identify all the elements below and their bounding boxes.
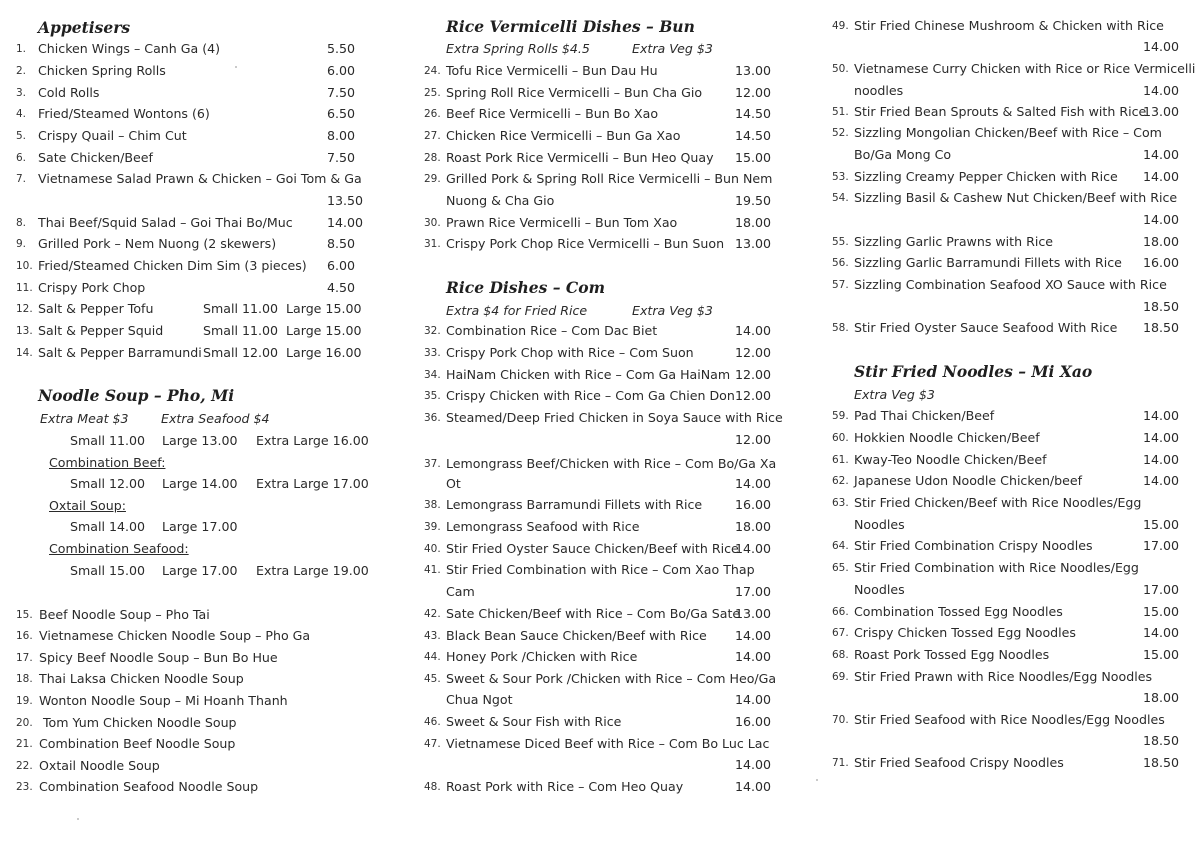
menu-item-price: 15.00 — [1143, 604, 1180, 619]
item-number: 5. — [16, 130, 27, 142]
extra-veg-note: Extra Veg $3 — [632, 303, 713, 318]
extra-veg-note: Extra Veg $3 — [854, 387, 935, 402]
menu-item-name: Sizzling Mongolian Chicken/Beef with Rice – Com — [854, 125, 1162, 140]
item-number: 69. — [832, 671, 849, 683]
item-number: 48. — [424, 781, 441, 793]
item-number: 2. — [16, 65, 27, 77]
oxtail-soup-label: Oxtail Soup: — [49, 498, 126, 513]
menu-item-price: 14.00 — [1143, 147, 1180, 162]
item-number: 27. — [424, 130, 441, 142]
item-number: 49. — [832, 20, 849, 32]
menu-item-name: Stir Fried Prawn with Rice Noodles/Egg Noodles — [854, 669, 1153, 684]
item-number: 57. — [832, 279, 849, 291]
oxtail-small: Small 14.00 — [70, 519, 146, 534]
item-number: 12. — [16, 303, 33, 315]
menu-item-name-cont: Nuong & Cha Gio — [446, 193, 555, 208]
menu-item-price: 14.00 — [1143, 473, 1180, 488]
menu-item-name: Roast Pork Tossed Egg Noodles — [854, 647, 1050, 662]
menu-item-price: 13.00 — [1143, 104, 1180, 119]
menu-item-price: 12.00 — [735, 367, 772, 382]
item-number: 18. — [16, 673, 33, 685]
combination-beef-label: Combination Beef: — [49, 455, 166, 470]
item-number: 3. — [16, 87, 27, 99]
menu-item-name: Chicken Rice Vermicelli – Bun Ga Xao — [446, 128, 681, 143]
menu-item-price: 7.50 — [327, 85, 356, 100]
item-number: 32. — [424, 325, 441, 337]
menu-item-price: 13.00 — [735, 236, 772, 251]
rice-vermicelli-heading: Rice Vermicelli Dishes – Bun — [446, 17, 695, 36]
item-number: 19. — [16, 695, 33, 707]
item-number: 6. — [16, 152, 27, 164]
paper-speck — [235, 66, 237, 68]
menu-item-name: Stir Fried Bean Sprouts & Salted Fish with Rice — [854, 104, 1147, 119]
soup-item-name: Spicy Beef Noodle Soup – Bun Bo Hue — [39, 650, 278, 665]
menu-item-name: Stir Fried Seafood Crispy Noodles — [854, 755, 1064, 770]
menu-item-name: Kway-Teo Noodle Chicken/Beef — [854, 452, 1047, 467]
combination-seafood-label: Combination Seafood: — [49, 541, 189, 556]
menu-item-name: Vietnamese Diced Beef with Rice – Com Bo Luc Lac — [446, 736, 770, 751]
soup-item-name: Beef Noodle Soup – Pho Tai — [39, 607, 210, 622]
item-number: 54. — [832, 192, 849, 204]
item-number: 16. — [16, 630, 33, 642]
item-number: 50. — [832, 63, 849, 75]
menu-item-name: Stir Fried Chinese Mushroom & Chicken with Rice — [854, 18, 1164, 33]
menu-item-name: Sweet & Sour Fish with Rice — [446, 714, 622, 729]
menu-item-price: 14.00 — [735, 757, 772, 772]
menu-item-price: 15.00 — [1143, 647, 1180, 662]
menu-item-price: 19.50 — [735, 193, 772, 208]
extra-meat-note: Extra Meat $3 — [40, 411, 129, 426]
menu-item-name: Stir Fried Combination with Rice – Com Xao Thap — [446, 562, 755, 577]
menu-item-price: 14.00 — [1143, 452, 1180, 467]
menu-item-name: Stir Fried Oyster Sauce Chicken/Beef with Rice — [446, 541, 739, 556]
menu-item-name: Lemongrass Beef/Chicken with Rice – Com Bo/Ga Xa — [446, 456, 777, 471]
menu-item-price: 14.00 — [1143, 169, 1180, 184]
rice-dishes-heading: Rice Dishes – Com — [446, 278, 605, 297]
menu-item-price: 13.50 — [327, 193, 364, 208]
menu-item-name: Vietnamese Salad Prawn & Chicken – Goi Tom & Ga — [38, 171, 362, 186]
item-number: 68. — [832, 649, 849, 661]
menu-item-small-price: Small 12.00 — [203, 345, 279, 360]
menu-item-price: 16.00 — [735, 497, 772, 512]
menu-item-price: 4.50 — [327, 280, 356, 295]
item-number: 55. — [832, 236, 849, 248]
item-number: 31. — [424, 238, 441, 250]
menu-item-price: 12.00 — [735, 432, 772, 447]
menu-item-price: 14.00 — [1143, 625, 1180, 640]
item-number: 63. — [832, 497, 849, 509]
item-number: 22. — [16, 760, 33, 772]
soup-extra-large-price: Extra Large 16.00 — [256, 433, 369, 448]
menu-item-price: 14.00 — [1143, 83, 1180, 98]
menu-item-price: 5.50 — [327, 41, 356, 56]
menu-item-name: Stir Fried Chicken/Beef with Rice Noodles/Egg — [854, 495, 1142, 510]
menu-item-price: 15.00 — [735, 150, 772, 165]
menu-item-name: Crispy Chicken with Rice – Com Ga Chien Don — [446, 388, 735, 403]
menu-item-small-price: Small 11.00 — [203, 323, 279, 338]
item-number: 67. — [832, 627, 849, 639]
menu-item-name: Steamed/Deep Fried Chicken in Soya Sauce with Rice — [446, 410, 783, 425]
combination-beef-extra-large: Extra Large 17.00 — [256, 476, 369, 491]
menu-item-name: Black Bean Sauce Chicken/Beef with Rice — [446, 628, 707, 643]
menu-item-price: 6.50 — [327, 106, 356, 121]
menu-item-name: Sizzling Basil & Cashew Nut Chicken/Beef with Rice — [854, 190, 1178, 205]
menu-item-price: 8.50 — [327, 236, 356, 251]
soup-item-name: Thai Laksa Chicken Noodle Soup — [39, 671, 244, 686]
menu-item-name: Pad Thai Chicken/Beef — [854, 408, 995, 423]
menu-item-name: Stir Fried Combination Crispy Noodles — [854, 538, 1093, 553]
menu-item-price: 18.00 — [735, 215, 772, 230]
menu-item-price: 14.00 — [735, 628, 772, 643]
item-number: 64. — [832, 540, 849, 552]
item-number: 29. — [424, 173, 441, 185]
soup-item-name: Vietnamese Chicken Noodle Soup – Pho Ga — [39, 628, 311, 643]
extra-fried-rice-note: Extra $4 for Fried Rice — [446, 303, 588, 318]
item-number: 60. — [832, 432, 849, 444]
menu-item-price: 14.00 — [735, 323, 772, 338]
menu-item-price: 14.00 — [1143, 212, 1180, 227]
menu-item-name: Chicken Spring Rolls — [38, 63, 166, 78]
menu-item-name: Stir Fried Combination with Rice Noodles/Egg — [854, 560, 1139, 575]
menu-item-name: Salt & Pepper Barramundi — [38, 345, 202, 360]
appetisers-heading: Appetisers — [38, 18, 131, 37]
menu-item-price: 15.00 — [1143, 517, 1180, 532]
menu-item-name: Stir Fried Seafood with Rice Noodles/Egg Noodles — [854, 712, 1165, 727]
item-number: 9. — [16, 238, 27, 250]
menu-item-name: Combination Tossed Egg Noodles — [854, 604, 1063, 619]
item-number: 1. — [16, 43, 27, 55]
menu-item-name: Vietnamese Curry Chicken with Rice or Rice Vermicelli — [854, 61, 1196, 76]
menu-item-price: 8.00 — [327, 128, 356, 143]
menu-item-name: Grilled Pork & Spring Roll Rice Vermicelli – Bun Nem — [446, 171, 773, 186]
item-number: 43. — [424, 630, 441, 642]
menu-item-price: 6.00 — [327, 63, 356, 78]
menu-item-name-cont: Noodles — [854, 582, 905, 597]
menu-item-name: Crispy Pork Chop with Rice – Com Suon — [446, 345, 694, 360]
item-number: 20. — [16, 717, 33, 729]
menu-item-price: 14.00 — [327, 215, 364, 230]
menu-item-name: Grilled Pork – Nem Nuong (2 skewers) — [38, 236, 277, 251]
menu-item-name-cont: Noodles — [854, 517, 905, 532]
menu-item-price: 14.00 — [735, 649, 772, 664]
item-number: 4. — [16, 108, 27, 120]
menu-item-name: Sweet & Sour Pork /Chicken with Rice – Com Heo/Ga — [446, 671, 777, 686]
soup-item-name: Oxtail Noodle Soup — [39, 758, 160, 773]
menu-item-price: 18.00 — [1143, 690, 1180, 705]
soup-item-name: Combination Beef Noodle Soup — [39, 736, 236, 751]
combination-seafood-small: Small 15.00 — [70, 563, 146, 578]
item-number: 15. — [16, 609, 33, 621]
menu-item-name: Sate Chicken/Beef — [38, 150, 153, 165]
menu-item-price: 13.00 — [735, 63, 772, 78]
soup-item-name: Wonton Noodle Soup – Mi Hoanh Thanh — [39, 693, 288, 708]
menu-item-name-cont: noodles — [854, 83, 904, 98]
menu-item-name-cont: Ot — [446, 476, 461, 491]
menu-item-price: 16.00 — [735, 714, 772, 729]
item-number: 66. — [832, 606, 849, 618]
stir-fried-noodles-heading: Stir Fried Noodles – Mi Xao — [854, 362, 1093, 381]
item-number: 52. — [832, 127, 849, 139]
menu-item-small-price: Small 11.00 — [203, 301, 279, 316]
paper-speck — [816, 779, 818, 781]
menu-item-price: 14.00 — [735, 779, 772, 794]
item-number: 40. — [424, 543, 441, 555]
menu-item-price: 16.00 — [1143, 255, 1180, 270]
menu-item-price: 18.00 — [735, 519, 772, 534]
menu-item-price: 14.00 — [735, 476, 772, 491]
menu-item-price: 14.00 — [735, 541, 772, 556]
menu-item-name: Salt & Pepper Squid — [38, 323, 164, 338]
menu-item-name: Beef Rice Vermicelli – Bun Bo Xao — [446, 106, 659, 121]
combination-beef-large: Large 14.00 — [162, 476, 238, 491]
item-number: 59. — [832, 410, 849, 422]
menu-item-name: Crispy Pork Chop Rice Vermicelli – Bun Suon — [446, 236, 725, 251]
menu-item-name: Crispy Chicken Tossed Egg Noodles — [854, 625, 1076, 640]
paper-speck — [77, 818, 79, 820]
item-number: 37. — [424, 458, 441, 470]
menu-item-name: Sate Chicken/Beef with Rice – Com Bo/Ga Sate — [446, 606, 741, 621]
menu-item-name-cont: Chua Ngot — [446, 692, 513, 707]
menu-item-price: 17.00 — [735, 584, 772, 599]
menu-item-large-price: Large 16.00 — [286, 345, 362, 360]
menu-item-name: Lemongrass Barramundi Fillets with Rice — [446, 497, 703, 512]
menu-item-price: 14.50 — [735, 128, 772, 143]
menu-item-price: 14.00 — [1143, 430, 1180, 445]
menu-item-name: Stir Fried Oyster Sauce Seafood With Rice — [854, 320, 1118, 335]
item-number: 62. — [832, 475, 849, 487]
item-number: 56. — [832, 257, 849, 269]
item-number: 61. — [832, 454, 849, 466]
menu-item-name: Honey Pork /Chicken with Rice — [446, 649, 638, 664]
menu-item-price: 14.00 — [735, 692, 772, 707]
menu-item-price: 17.00 — [1143, 582, 1180, 597]
menu-item-name: Chicken Wings – Canh Ga (4) — [38, 41, 221, 56]
menu-item-name: Tofu Rice Vermicelli – Bun Dau Hu — [446, 63, 658, 78]
menu-item-large-price: Large 15.00 — [286, 301, 362, 316]
item-number: 10. — [16, 260, 33, 272]
menu-item-name: Japanese Udon Noodle Chicken/beef — [854, 473, 1083, 488]
menu-item-price: 18.00 — [1143, 234, 1180, 249]
menu-item-name: Roast Pork with Rice – Com Heo Quay — [446, 779, 684, 794]
item-number: 34. — [424, 369, 441, 381]
item-number: 44. — [424, 651, 441, 663]
menu-item-name: Sizzling Creamy Pepper Chicken with Rice — [854, 169, 1118, 184]
item-number: 26. — [424, 108, 441, 120]
menu-item-price: 14.50 — [735, 106, 772, 121]
combination-seafood-large: Large 17.00 — [162, 563, 238, 578]
item-number: 36. — [424, 412, 441, 424]
menu-item-name: Prawn Rice Vermicelli – Bun Tom Xao — [446, 215, 678, 230]
oxtail-large: Large 17.00 — [162, 519, 238, 534]
item-number: 38. — [424, 499, 441, 511]
noodle-soup-heading: Noodle Soup – Pho, Mi — [38, 386, 235, 405]
menu-item-name: Cold Rolls — [38, 85, 100, 100]
item-number: 65. — [832, 562, 849, 574]
menu-item-price: 13.00 — [735, 606, 772, 621]
menu-item-price: 17.00 — [1143, 538, 1180, 553]
item-number: 30. — [424, 217, 441, 229]
item-number: 41. — [424, 564, 441, 576]
combination-seafood-extra-large: Extra Large 19.00 — [256, 563, 369, 578]
item-number: 71. — [832, 757, 849, 769]
menu-item-price: 6.00 — [327, 258, 356, 273]
menu-item-name: Sizzling Garlic Prawns with Rice — [854, 234, 1054, 249]
menu-item-price: 18.50 — [1143, 320, 1180, 335]
item-number: 14. — [16, 347, 33, 359]
item-number: 24. — [424, 65, 441, 77]
menu-item-price: 14.00 — [1143, 39, 1180, 54]
item-number: 35. — [424, 390, 441, 402]
menu-item-name-cont: Cam — [446, 584, 475, 599]
menu-item-price: 18.50 — [1143, 733, 1180, 748]
menu-item-name: Crispy Pork Chop — [38, 280, 146, 295]
menu-item-name: Combination Rice – Com Dac Biet — [446, 323, 658, 338]
menu-item-price: 12.00 — [735, 85, 772, 100]
menu-item-name: Roast Pork Rice Vermicelli – Bun Heo Quay — [446, 150, 714, 165]
extra-spring-rolls-note: Extra Spring Rolls $4.5 — [446, 41, 590, 56]
soup-item-name: Tom Yum Chicken Noodle Soup — [43, 715, 237, 730]
item-number: 8. — [16, 217, 27, 229]
menu-item-name: Sizzling Garlic Barramundi Fillets with Rice — [854, 255, 1122, 270]
item-number: 39. — [424, 521, 441, 533]
menu-item-price: 12.00 — [735, 345, 772, 360]
menu-item-name: Sizzling Combination Seafood XO Sauce with Rice — [854, 277, 1167, 292]
menu-item-name: Crispy Quail – Chim Cut — [38, 128, 187, 143]
menu-item-name: Fried/Steamed Wontons (6) — [38, 106, 210, 121]
item-number: 17. — [16, 652, 33, 664]
item-number: 51. — [832, 106, 849, 118]
item-number: 70. — [832, 714, 849, 726]
item-number: 25. — [424, 87, 441, 99]
soup-item-name: Combination Seafood Noodle Soup — [39, 779, 259, 794]
item-number: 21. — [16, 738, 33, 750]
item-number: 23. — [16, 781, 33, 793]
menu-item-price: 14.00 — [1143, 408, 1180, 423]
menu-item-large-price: Large 15.00 — [286, 323, 362, 338]
menu-item-name: Fried/Steamed Chicken Dim Sim (3 pieces) — [38, 258, 307, 273]
menu-item-name: Thai Beef/Squid Salad – Goi Thai Bo/Muc — [38, 215, 293, 230]
menu-item-price: 18.50 — [1143, 755, 1180, 770]
item-number: 33. — [424, 347, 441, 359]
extra-veg-note: Extra Veg $3 — [632, 41, 713, 56]
item-number: 28. — [424, 152, 441, 164]
item-number: 42. — [424, 608, 441, 620]
item-number: 46. — [424, 716, 441, 728]
item-number: 58. — [832, 322, 849, 334]
soup-large-price: Large 13.00 — [162, 433, 238, 448]
menu-item-name: Hokkien Noodle Chicken/Beef — [854, 430, 1040, 445]
menu-item-name: Lemongrass Seafood with Rice — [446, 519, 640, 534]
soup-small-price: Small 11.00 — [70, 433, 146, 448]
menu-item-name: Spring Roll Rice Vermicelli – Bun Cha Gio — [446, 85, 703, 100]
combination-beef-small: Small 12.00 — [70, 476, 146, 491]
menu-item-name: HaiNam Chicken with Rice – Com Ga HaiNam — [446, 367, 731, 382]
menu-item-name-cont: Bo/Ga Mong Co — [854, 147, 952, 162]
item-number: 53. — [832, 171, 849, 183]
item-number: 11. — [16, 282, 33, 294]
item-number: 13. — [16, 325, 33, 337]
menu-item-price: 7.50 — [327, 150, 356, 165]
menu-item-name: Salt & Pepper Tofu — [38, 301, 154, 316]
menu-item-price: 12.00 — [735, 388, 772, 403]
item-number: 45. — [424, 673, 441, 685]
menu-item-price: 18.50 — [1143, 299, 1180, 314]
extra-seafood-note: Extra Seafood $4 — [161, 411, 270, 426]
item-number: 7. — [16, 173, 27, 185]
item-number: 47. — [424, 738, 441, 750]
